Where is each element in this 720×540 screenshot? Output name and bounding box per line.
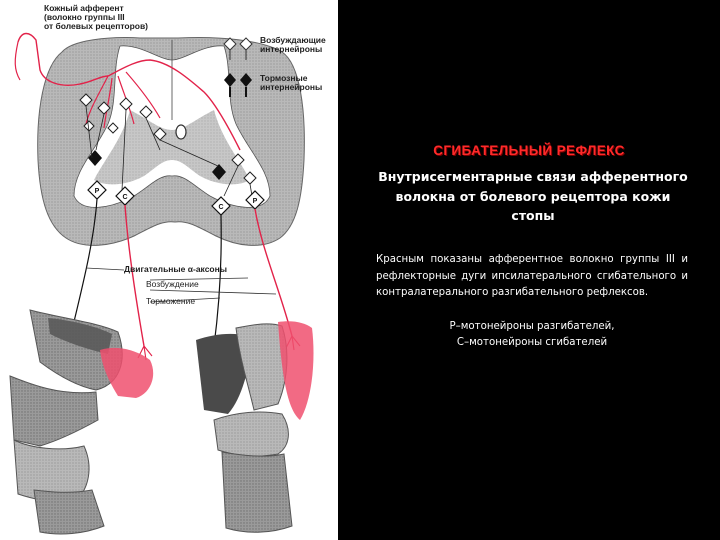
slide-body-text: Красным показаны афферентное волокно группы III и рефлекторные дуги ипсилатерального сгибательного и контралатерального разгибательного рефлексов.	[376, 254, 688, 299]
diagram-panel	[0, 0, 338, 540]
central-canal	[176, 125, 186, 139]
inhibitory-legend-label	[260, 74, 322, 92]
neuron-p-label: P	[94, 188, 100, 195]
neuron-c-label: C	[122, 194, 128, 201]
neuron-p-label: P	[252, 198, 258, 205]
afferent-label-line-3: от болевых рецепторов)	[44, 21, 149, 31]
excitation-label: Возбуждение	[146, 279, 199, 289]
right-leg	[196, 321, 314, 532]
excitatory-label-line-2: интернейроны	[260, 44, 323, 54]
excitatory-legend-label	[260, 36, 326, 54]
slide-title: СГИБАТЕЛЬНЫЙ РЕФЛЕКС	[433, 143, 625, 158]
inhibitory-label-line-1: Тормозные	[260, 73, 308, 83]
neuron-c-label: C	[218, 204, 224, 211]
slide-subtitle: Внутрисегментарные связи афферентного волокна от болевого рецептора кожи стопы	[378, 169, 688, 223]
motor-axons-label: Двигательные α-аксоны	[124, 264, 228, 274]
inhibitory-label-line-2: интернейроны	[260, 82, 323, 92]
left-leg	[10, 310, 153, 534]
legend-line-c: С–мотонейроны сгибателей	[456, 337, 608, 348]
afferent-label-line-2: (волокно группы III	[44, 12, 125, 22]
inhibition-label: Торможение	[146, 296, 196, 306]
excitatory-label-line-1: Возбуждающие	[260, 35, 326, 45]
legend-line-p: Р–мотонейроны разгибателей,	[449, 321, 615, 332]
text-panel	[338, 0, 720, 540]
afferent-label-line-1: Кожный афферент	[44, 3, 124, 13]
afferent-label	[44, 4, 148, 31]
